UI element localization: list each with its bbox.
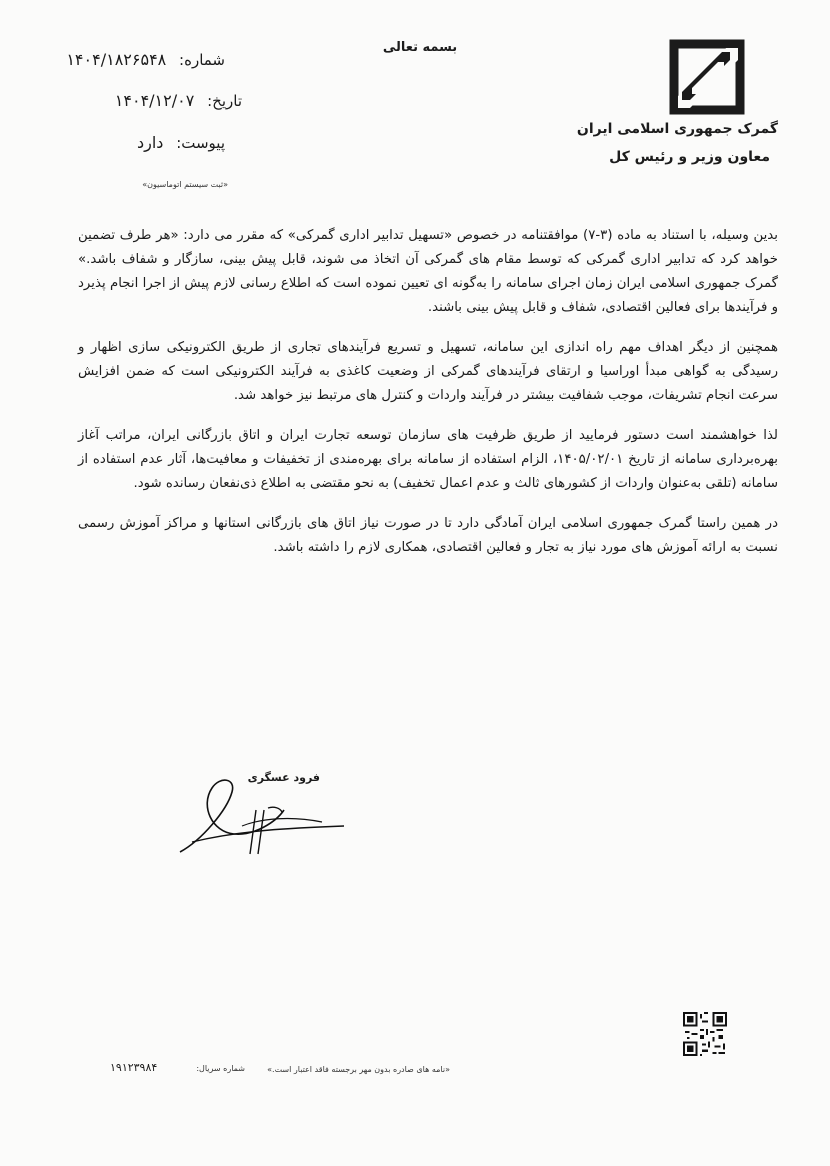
organization-title: معاون وزیر و رئیس کل: [609, 149, 770, 165]
signer-name: فرود عسگری: [247, 771, 320, 784]
attachment-value: دارد: [136, 133, 164, 152]
organization-name: گمرک جمهوری اسلامی ایران: [576, 121, 778, 137]
letter-number: [55, 50, 225, 69]
body-paragraph: در همین راستا گمرک جمهوری اسلامی ایران آمادگی دارد تا در صورت نیاز اتاق های بازرگانی استانها و مراکز آموزش رسمی نسبت به ارائه آموزش های مورد نیاز به تجار و فعالین اقتصادی، همکاری لازم را داشته باشد.: [78, 516, 778, 555]
letter-date: [72, 91, 242, 110]
footer-validity-note: «نامه های صادره بدون مهر برجسته فاقد اعتبار است.»: [267, 1065, 450, 1074]
basmala-heading: بسمه تعالی: [382, 40, 458, 55]
customs-logo: [668, 38, 746, 116]
number-value: ۱۴۰۴/۱۸۲۶۵۴۸: [66, 50, 167, 69]
body-paragraph: بدین وسیله، با استناد به ماده (۳-۷) موافقتنامه در خصوص «تسهیل تدابیر اداری گمرکی» که مقرر می دارد: «هر طرف تضمین خواهد کرد که تدابیر اداری گمرکی که توسط مقام های گمرکی آن اتخاذ می شوند، قابل پیش بینی، سازگار و شفاف باشد.» گمرک جمهوری اسلامی ایران زمان اجرای سامانه را به‌گونه ای تعیین نموده است که اطلاع رسانی لازم پیش از اجرا انجام پذیرد و فرآیندها برای فعالین اقتصادی، شفاف و قابل پیش بینی باشند.: [78, 228, 778, 315]
date-label: تاریخ:: [207, 92, 242, 110]
number-label: شماره:: [179, 51, 225, 69]
serial-value: ۱۹۱۲۳۹۸۴: [110, 1061, 158, 1074]
serial-label: شماره سریال:: [196, 1064, 245, 1073]
letter-attachment: [55, 133, 225, 152]
body-paragraph: لذا خواهشمند است دستور فرمایید از طریق ظرفیت های سازمان توسعه تجارت ایران و اتاق بازرگانی ایران، مراتب آغاز بهره‌برداری سامانه از تاریخ ۱۴۰۵/۰۲/۰۱، الزام استفاده از سامانه برای بهره‌مندی از تخفیفات و معافیت‌ها، آثار عدم استفاده از سامانه (تلقی به‌عنوان واردات از کشورهای ثالث و عدم اعمال تخفیف) به نحو مقتضی به اطلاع ذی‌نفعان رسانده شود.: [78, 428, 778, 491]
automation-note: «ثبت سیستم اتوماسیون»: [142, 180, 228, 189]
qr-code: [683, 1012, 727, 1056]
handwritten-signature: [172, 770, 352, 860]
attachment-label: پیوست:: [176, 134, 225, 152]
date-value: ۱۴۰۴/۱۲/۰۷: [114, 91, 195, 110]
body-paragraph: همچنین از دیگر اهداف مهم راه اندازی این سامانه، تسهیل و تسریع فرآیندهای تجاری از طریق الکترونیکی سازی اظهار و رسیدگی به گواهی مبدأ اوراسیا و ارتقای فرآیندهای گمرکی از وضعیت کاغذی به فرآیند الکترونیکی است که ضمن افزایش سرعت انجام تشریفات، موجب شفافیت بیشتر در فرآیند واردات و کنترل های مرتبط نیز خواهد شد.: [78, 340, 778, 403]
letter-body: [78, 224, 778, 576]
